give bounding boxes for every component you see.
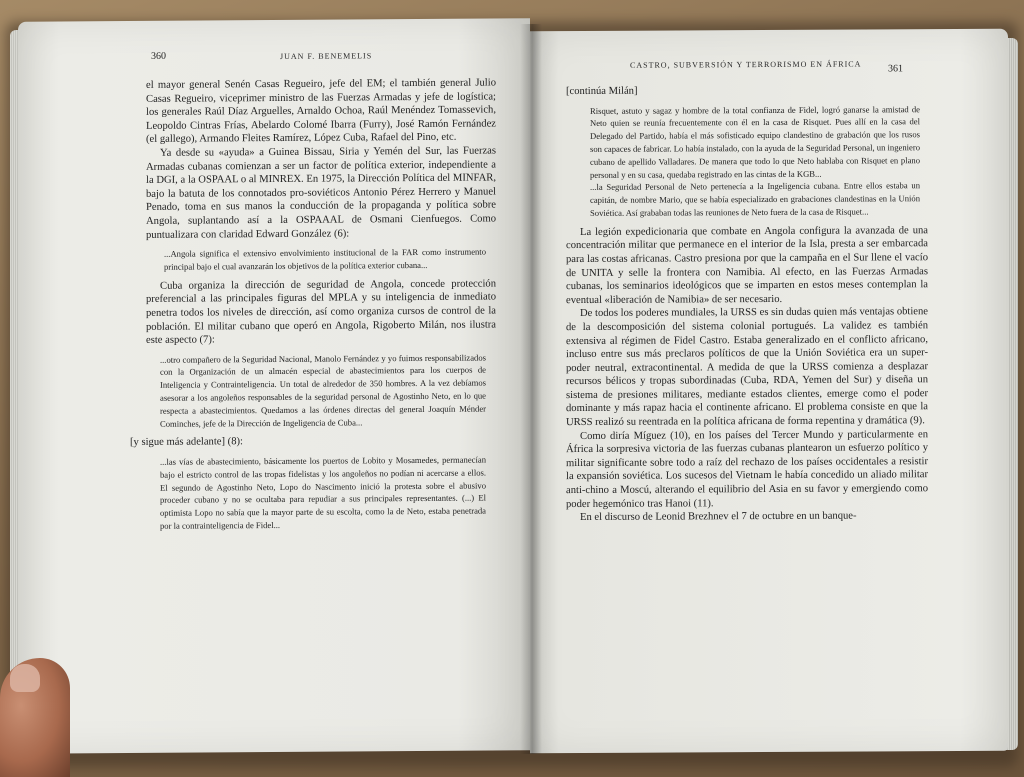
left-quote-2: ...otro compañero de la Seguridad Nacional, Manolo Fernández y yo fuimos responsabilizados con la Organización de un almacén especial de abastecimientos para los cuerpos de Inteligencia y Contrainteligencia. Un total de alrededor de 350 hombres. A la vez debíamos asesorar a los angoleños responsables de la seguridad personal de Agostinho Neto, en lo que respecta a abastecimientos. Quedamos a las órdenes directas del general Joaquín Ménder Cominches, jefe de la Dirección de Ingeligencia de Cuba... bbox=[160, 352, 486, 429]
right-paragraph-1: La legión expedicionaria que combate en Angola configura la avanzada de una concentración militar que permanece en el interior de la Isla, presta a ser embarcada para las costas africanas. Castro presiona por que la campaña en el Sur llene el vacío de UNITA y selle la frontera con Namibia. Al efecto, en las Fuerzas Armadas cubanas, los seminarios ideológicos que se imparten en estos meses contemplan la eventual «liberación de Namibia» de ser necesario. bbox=[566, 224, 928, 306]
left-bracket-note: [y sigue más adelante] (8): bbox=[130, 436, 243, 449]
left-paragraph-3: Cuba organiza la dirección de seguridad de Angola, concede protección preferencial a las principales figuras del MPLA y su inteligencia de inmediato penetra todos los niveles de dirección, así como organiza cursos de control de la población. El militar cubano que operó en Angola, Rigoberto Milán, nos ilustra este aspecto (7): bbox=[146, 278, 496, 346]
left-paragraph-1: el mayor general Senén Casas Regueiro, jefe del EM; el también general Julio Casas Regueiro, viceprimer ministro de las Fuerzas Armadas y jefe de logística; los generales Raúl Díaz Arguelles, Arnaldo Ochoa, Raúl Menéndez Tomassevich, Leopoldo Cintras Frías, Abelardo Colomé Ibarra (Furry), José Ramón Fernández (el gallego), Armando Fleites Ramírez, López Cuba, Rafael del Pino, etc. bbox=[146, 77, 496, 146]
right-paragraph-3: Como diría Míguez (10), en los países del Tercer Mundo y particularmente en África la sorpresiva victoria de las fuerzas cubanas plantearon un esfuerzo político y militar significante sobre todo a raíz del rechazo de los países occidentales a resistir la expansión soviética. Los sucesos del Vietnam le había concedido un aliado militar anti-chino a Moscú, alterando el equilibrio del Asia en su favor y emergiendo como poder hegemónico tras Hanoi (11). bbox=[566, 428, 928, 510]
right-page-number: 361 bbox=[888, 63, 903, 75]
right-page bbox=[530, 29, 1008, 754]
left-running-head: JUAN F. BENEMELIS bbox=[280, 51, 373, 61]
left-page bbox=[18, 18, 530, 754]
thumbnail bbox=[10, 664, 40, 692]
left-page-text bbox=[130, 76, 496, 532]
right-running-head: CASTRO, SUBVERSIÓN Y TERRORISMO EN ÁFRICA bbox=[630, 59, 862, 70]
right-bracket-note: [continúa Milán] bbox=[566, 85, 638, 98]
left-quote-1: ...Angola significa el extensivo envolvimiento institucional de la FAR como instrumento principal bajo el cual avanzarán los objetivos de la política exterior cubana... bbox=[164, 246, 486, 272]
book-gutter bbox=[520, 24, 542, 754]
right-quote-2: ...la Seguridad Personal de Neto pertenecía a la Ingeligencia cubana. Entre ellos estaba un capitán, de nombre Mario, que se había especializado en grabaciones clandestinas en la Unión Soviética. Así grababan todas las reuniones de Neto fuera de la casa de Risquet... bbox=[590, 180, 920, 218]
left-page-number: 360 bbox=[151, 50, 166, 62]
right-page-text bbox=[566, 83, 928, 525]
right-quote-1: Risquet, astuto y sagaz y hombre de la total confianza de Fidel, logró ganarse la amistad de Neto quien se reunía frecuentemente con él en la casa de Risquet. Pues allí en la casa del Delegado del Partido, había el más sofisticado equipo clandestino de grabación que los rusos son capaces de fabricar. Lo había instalado, con la ayuda de la Seguridad Personal, un ingeniero cubano de apellido Valladares. De manera que todo lo que Neto hablaba con Risquet en plano personal y en su casa, quedaba registrado en las cintas de la KGB... bbox=[590, 103, 920, 180]
left-paragraph-2: Ya desde su «ayuda» a Guinea Bissau, Siria y Yemén del Sur, las Fuerzas Armadas cubanas comienzan a ser un factor de política exterior, independiente a la DGI, a la OSPAAL o al MINREX. En 1975, la Dirección Política del MINFAR, bajo la batuta de los connotados pro-soviéticos Antonio Pérez Herrero y Manuel Penado, toma en sus manos la conducción de la propaganda y política sobre Angola, suplantando así a la OSPAAAL de Osmani Cienfuegos. Como puntualizara con claridad Edward González (6): bbox=[146, 145, 496, 241]
left-quote-3: ...las vías de abastecimiento, básicamente los puertos de Lobito y Mosamedes, permanecían bajo el estricto control de las tropas fidelistas y los angoleños no podían ni acercarse a ellos. El segundo de Agostinho Neto, Lopo do Nascimento inició la protesta sobre el abusivo proceder cubano y no se ocultaba para repudiar a sus principales representantes. (...) El optimista Lopo no sabía que la mayor parte de su escolta, como la de Neto, estaba penetrada por la contrainteligencia de Fidel... bbox=[160, 454, 486, 531]
right-paragraph-4: En el discurso de Leonid Brezhnev el 7 de octubre en un banque- bbox=[580, 510, 857, 524]
right-paragraph-2: De todos los poderes mundiales, la URSS es sin dudas quien más ventajas obtiene de la descomposición del sistema colonial portugués. La validez es también extensiva al régimen de Fidel Castro. Estaba generalizado en el conflicto africano, incluso entre sus más preclaros políticos de que la Unión Soviética era un super-poder neutral, extracontinental. A medida de que la URSS comienza a desplazar recursos bélicos y tropas subordinadas (Cuba, RDA, Yemen del Sur) y diseña un sistema de presiones militares, mediante estados clientes, emerge como el poder dominante y más rapaz hacia el continente africano. El problema consiste en que la URSS realizó su reentrada en la política africana de forma repentina y dramática (9). bbox=[566, 306, 928, 429]
